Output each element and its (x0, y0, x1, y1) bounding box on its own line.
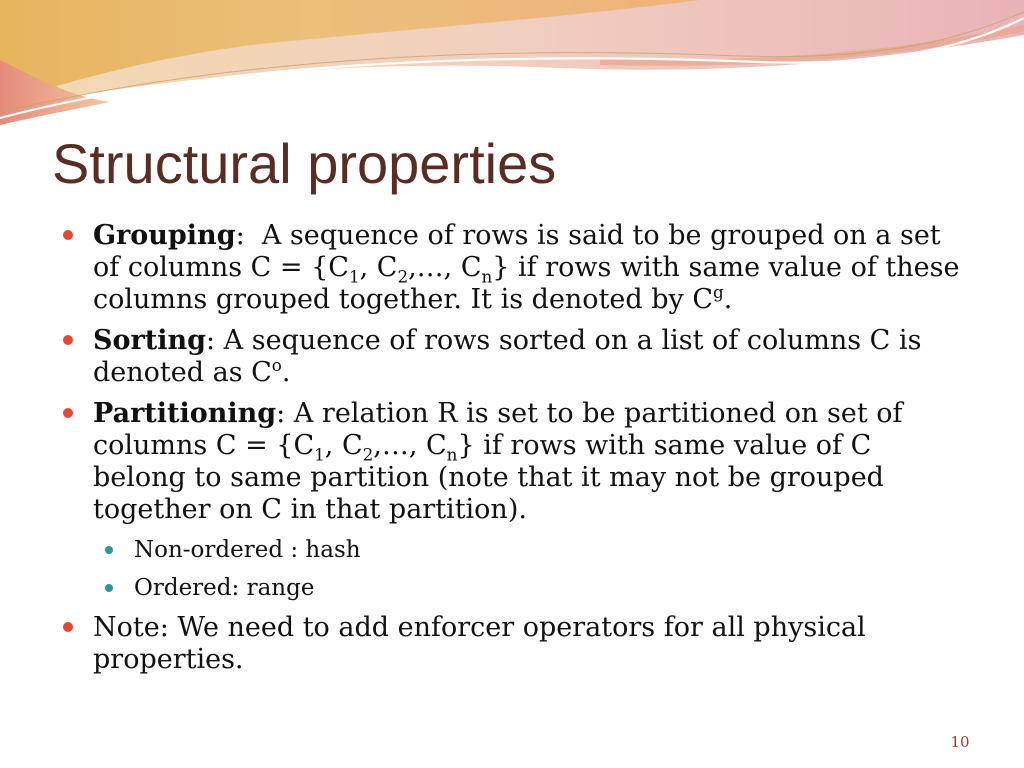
grouping-text: . (723, 284, 733, 315)
partitioning-text: , C (324, 430, 363, 461)
sub-item-text: Ordered: range (134, 575, 315, 601)
list-item-ordered (93, 574, 962, 602)
list-item-non-ordered (93, 536, 962, 564)
grouping-text: } if rows with same value of these columns grouped together. It is denoted by C (93, 252, 960, 315)
subscript: 2 (397, 266, 409, 287)
bullet-icon (63, 408, 73, 418)
subscript: 1 (348, 266, 360, 287)
bullet-icon (63, 622, 73, 632)
decorative-wave-banner (0, 0, 1024, 130)
bullet-icon (63, 230, 73, 240)
bullet-icon (105, 584, 113, 592)
bullet-icon (63, 335, 73, 345)
bullet-list (62, 220, 962, 676)
term-colon: : (235, 220, 245, 251)
note-text: Note: We need to add enforcer operators for all physical properties. (93, 612, 866, 675)
subscript: n (446, 444, 458, 465)
superscript: o (271, 355, 282, 375)
slide-title: Structural properties (52, 132, 557, 195)
list-item-note (62, 612, 962, 676)
sorting-text: : A sequence of rows sorted on a list of columns C is denoted as C (93, 325, 922, 388)
sub-bullet-list (93, 536, 962, 602)
list-item-grouping (62, 220, 962, 316)
sub-item-text: Non-ordered : hash (134, 537, 361, 563)
slide-body (62, 220, 962, 685)
subscript: 1 (314, 444, 325, 465)
partitioning-text: : A relation R is set to be partitioned on set of columns C = {C (93, 398, 903, 461)
subscript: 2 (362, 444, 374, 465)
grouping-text: , C (359, 252, 398, 283)
partitioning-text: ,…, C (373, 430, 447, 461)
superscript: g (713, 282, 724, 302)
bullet-icon (105, 546, 113, 554)
subscript: n (481, 266, 493, 287)
page-number: 10 (950, 733, 970, 751)
grouping-text: ,…, C (408, 252, 482, 283)
term-grouping: Grouping (93, 220, 236, 251)
partitioning-text: } if rows with same value of C belong to same partition (note that it may not be grouped together on C in that partition). (93, 430, 884, 525)
term-sorting: Sorting (93, 325, 206, 356)
list-item-partitioning (62, 398, 962, 602)
list-item-sorting (62, 325, 962, 389)
sorting-text: . (281, 357, 291, 388)
grouping-text: A sequence of rows is said to be grouped on a set of columns C = {C (93, 220, 950, 283)
term-partitioning: Partitioning (93, 398, 277, 429)
